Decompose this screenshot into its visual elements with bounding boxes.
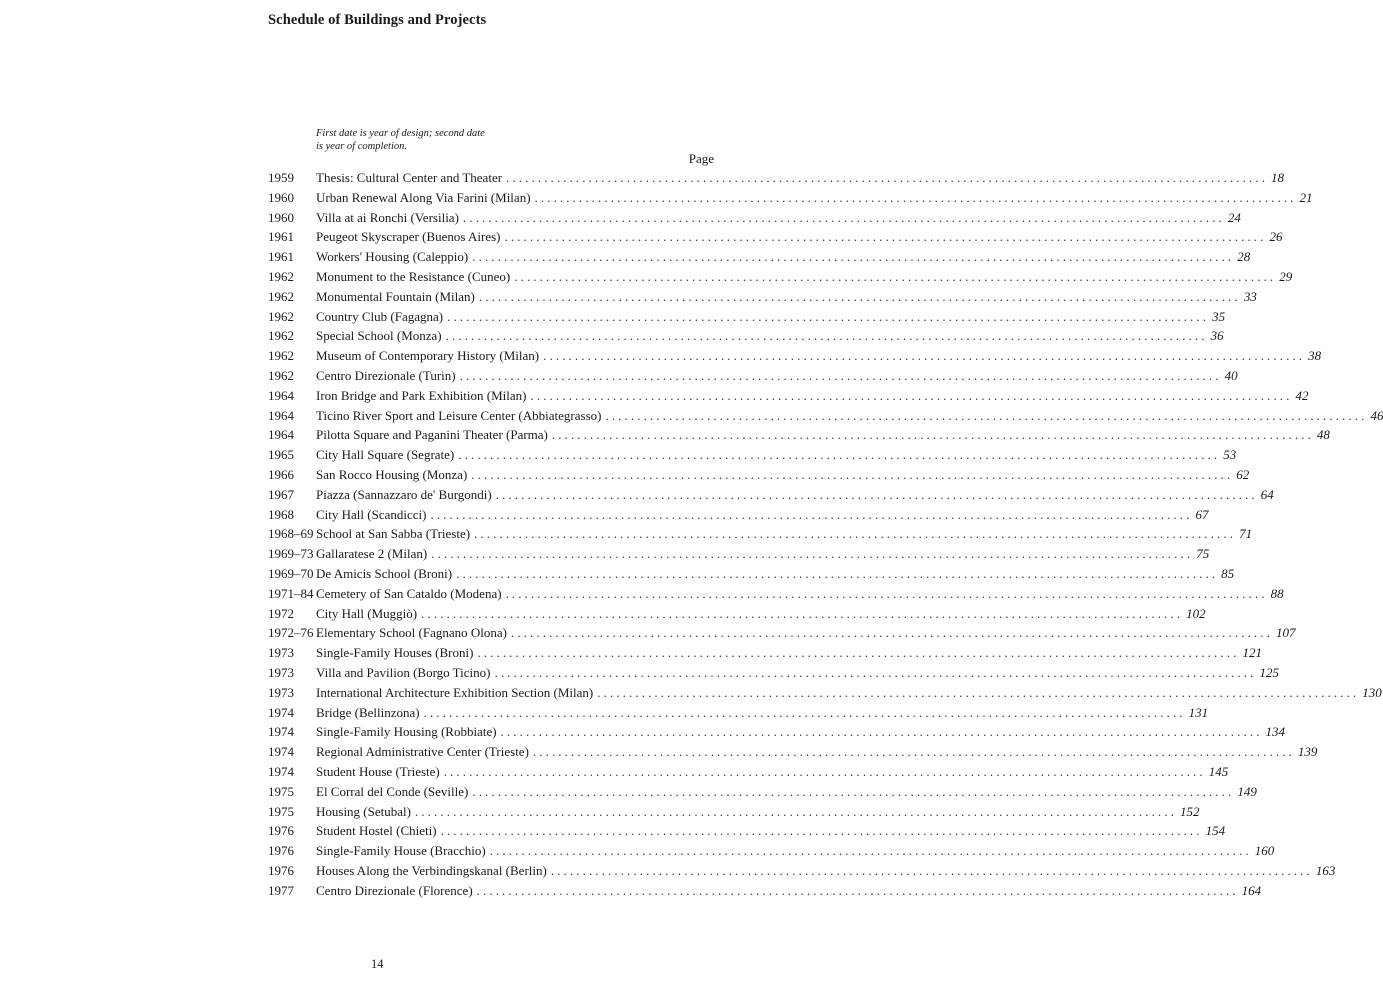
entry-year: 1976 [268,843,294,859]
entry-year: 1974 [268,724,294,740]
dot-leader: ........................................................................................................................ [476,882,1239,898]
entry-year: 1976 [268,863,294,878]
entry-line [316,168,1285,188]
entry-year: 1976 [268,823,294,839]
dot-leader: ........................................................................................................................ [534,189,1297,205]
entry-page-number: 145 [1208,764,1229,779]
entry-page-number: 33 [1243,288,1257,304]
schedule-row [0,485,1274,505]
dot-leader: ........................................................................................................................ [459,368,1222,383]
entry-title: International Architecture Exhibition Section (Milan) [316,684,594,700]
entry-year: 1969–73 [268,546,314,562]
entry-page-number: 67 [1195,506,1209,522]
entry-page-number: 75 [1196,546,1210,562]
entry-year: 1962 [268,368,294,383]
entry-title: Workers' Housing (Caleppio) [316,249,469,265]
entry-page-number: 71 [1239,526,1253,542]
dot-leader: ........................................................................................................................ [500,724,1263,740]
date-note-line-1: First date is year of design; second date [316,128,485,139]
dot-leader: ........................................................................................................................ [443,764,1206,779]
schedule-row [0,386,1309,406]
entry-title: City Hall (Scandicci) [316,506,427,522]
dot-leader: ........................................................................................................................ [472,249,1235,265]
schedule-row [0,703,1209,723]
schedule-row [0,227,1283,247]
entry-year: 1977 [268,882,294,898]
date-note [316,128,516,153]
entry-year: 1973 [268,684,294,700]
dot-leader: ........................................................................................................................ [474,526,1237,542]
date-note-line-2: is year of completion. [316,140,407,152]
entry-line [316,663,1279,683]
dot-leader: ........................................................................................................................ [597,684,1360,700]
entry-title: Bridge (Bellinzona) [316,704,420,720]
dot-leader: ........................................................................................................................ [471,467,1234,482]
entry-title: Student House (Trieste) [316,764,440,779]
schedule-row [0,802,1200,822]
entry-page-number: 38 [1308,348,1322,364]
entry-title: Single-Family Housing (Robbiate) [316,724,497,740]
dot-leader: ........................................................................................................................ [543,348,1306,364]
entry-line [316,485,1274,505]
entry-year: 1964 [268,387,294,403]
entry-title: Single-Family House (Bracchio) [316,843,486,859]
schedule-row [0,742,1318,762]
schedule-row [0,861,1336,881]
dot-leader: ........................................................................................................................ [458,447,1221,463]
entry-year: 1959 [268,170,294,185]
entry-page-number: 21 [1299,189,1313,205]
entry-line [316,703,1209,723]
schedule-row [0,247,1251,267]
schedule-row [0,267,1293,287]
entry-page-number: 152 [1179,803,1200,819]
entry-page-number: 125 [1259,665,1279,680]
entry-year: 1972 [268,605,294,621]
entry-year: 1962 [268,269,294,284]
dot-leader: ........................................................................................................................ [510,625,1273,641]
schedule-row [0,465,1250,485]
entry-page-number: 134 [1265,724,1286,740]
dot-leader: ........................................................................................................................ [504,229,1267,245]
entry-title: Iron Bridge and Park Exhibition (Milan) [316,387,527,403]
entry-year: 1974 [268,704,294,720]
entry-title: Peugeot Skyscraper (Buenos Aires) [316,229,501,245]
dot-leader: ........................................................................................................................ [423,704,1186,720]
entry-page-number: 102 [1186,605,1206,621]
dot-leader: ........................................................................................................................ [456,566,1219,581]
entry-year: 1961 [268,249,294,265]
page-header: Schedule of Buildings and Projects [268,12,487,28]
schedule-row [0,683,1382,703]
dot-leader: ........................................................................................................................ [514,269,1277,284]
page-number: 14 [371,957,384,971]
entry-title: Piazza (Sannazzaro de' Burgondi) [316,486,492,502]
entry-line [316,762,1229,782]
entry-line [316,643,1262,663]
entry-title: Regional Administrative Center (Trieste) [316,744,529,760]
entry-line [316,881,1262,901]
dot-leader: ........................................................................................................................ [532,744,1295,760]
entry-page-number: 88 [1270,585,1284,601]
entry-title: Centro Direzionale (Florence) [316,882,473,898]
entry-page-number: 160 [1254,843,1275,859]
schedule-row [0,881,1262,901]
entry-year: 1968–69 [268,526,314,542]
entry-page-number: 48 [1316,427,1330,443]
entry-title: Houses Along the Verbindingskanal (Berlin) [316,863,547,878]
entry-line [316,604,1206,624]
page-column-label: Page [688,151,714,166]
schedule-row [0,326,1224,346]
entry-year: 1965 [268,447,294,463]
entry-line [316,425,1330,445]
entry-line [316,287,1257,307]
entry-line [316,782,1257,802]
entry-year: 1972–76 [268,625,314,641]
dot-leader: ........................................................................................................................ [605,407,1368,423]
entry-line [316,564,1235,584]
entry-page-number: 40 [1224,368,1238,383]
entry-page-number: 64 [1260,486,1274,502]
entry-line [316,267,1293,287]
entry-year: 1974 [268,744,294,760]
entry-line [316,683,1382,703]
dot-leader: ........................................................................................................................ [440,823,1203,839]
entry-page-number: 42 [1295,387,1309,403]
schedule-row [0,782,1257,802]
entry-page-number: 29 [1279,269,1293,284]
entry-title: City Hall Square (Segrate) [316,447,455,463]
entry-page-number: 26 [1269,229,1283,245]
entry-page-number: 85 [1221,566,1235,581]
entry-page-number: 163 [1315,863,1336,878]
entry-line [316,505,1209,525]
entry-line [316,623,1296,643]
entry-line [316,386,1309,406]
schedule-row [0,623,1296,643]
entry-title: Pilotta Square and Paganini Theater (Parma) [316,427,548,443]
entry-year: 1968 [268,506,294,522]
entry-title: De Amicis School (Broni) [316,566,453,581]
entry-page-number: 107 [1275,625,1296,641]
entry-line [316,584,1284,604]
schedule-row [0,564,1235,584]
entry-line [316,326,1224,346]
dot-leader: ........................................................................................................................ [489,843,1252,859]
entry-page-number: 35 [1212,308,1226,324]
entry-year: 1960 [268,189,294,205]
entry-title: City Hall (Muggiò) [316,605,418,621]
entry-year: 1962 [268,348,294,364]
entry-line [316,247,1251,267]
schedule-row [0,821,1226,841]
entry-title: Single-Family Houses (Broni) [316,645,474,661]
entry-page-number: 62 [1236,467,1250,482]
entry-line [316,524,1253,544]
entry-title: Museum of Contemporary History (Milan) [316,348,540,364]
entry-page-number: 139 [1297,744,1318,760]
entry-line [316,821,1226,841]
entry-page-number: 131 [1188,704,1209,720]
entry-line [316,465,1250,485]
schedule-row [0,663,1279,683]
entry-page-number: 36 [1210,328,1224,344]
entry-year: 1964 [268,407,294,423]
entry-title: Elementary School (Fagnano Olona) [316,625,507,641]
dot-leader: ........................................................................................................................ [445,328,1208,344]
entry-year: 1975 [268,783,294,799]
entry-line [316,208,1241,228]
dot-leader: ........................................................................................................................ [472,783,1235,799]
schedule-row [0,643,1262,663]
schedule-row [0,722,1286,742]
entry-title: San Rocco Housing (Monza) [316,467,468,482]
schedule-row [0,425,1330,445]
entry-title: Student Hostel (Chieti) [316,823,437,839]
entry-title: Villa at ai Ronchi (Versilia) [316,209,459,225]
entry-page-number: 18 [1271,170,1285,185]
entry-page-number: 24 [1227,209,1241,225]
entry-page-number: 53 [1223,447,1237,463]
dot-leader: ........................................................................................................................ [478,288,1241,304]
schedule-row [0,366,1238,386]
entry-title: Housing (Setubal) [316,803,411,819]
dot-leader: ........................................................................................................................ [494,665,1257,680]
entry-page-number: 28 [1237,249,1251,265]
entry-line [316,227,1283,247]
dot-leader: ........................................................................................................................ [414,803,1177,819]
dot-leader: ........................................................................................................................ [551,427,1314,443]
schedule-row [0,841,1275,861]
entry-line [316,307,1226,327]
entry-title: Monument to the Resistance (Cuneo) [316,269,511,284]
schedule-row [0,307,1226,327]
entry-page-number: 149 [1237,783,1257,799]
entry-line [316,742,1318,762]
schedule-row [0,346,1322,366]
entry-title: Urban Renewal Along Via Farini (Milan) [316,189,531,205]
dot-leader: ........................................................................................................................ [550,863,1313,878]
entry-line [316,366,1238,386]
entry-year: 1967 [268,486,294,502]
entry-page-number: 164 [1241,882,1262,898]
entry-line [316,722,1286,742]
entry-title: Cemetery of San Cataldo (Modena) [316,585,502,601]
entry-line [316,802,1200,822]
entry-title: Country Club (Fagagna) [316,308,444,324]
dot-leader: ........................................................................................................................ [530,387,1293,403]
schedule-row [0,208,1241,228]
schedule-row [0,584,1284,604]
entry-year: 1971–84 [268,585,314,601]
entry-page-number: 46 [1370,407,1383,423]
entry-page-number: 121 [1242,645,1262,661]
entry-line [316,841,1275,861]
dot-leader: ........................................................................................................................ [505,585,1268,601]
entry-title: Gallaratese 2 (Milan) [316,546,428,562]
entry-year: 1974 [268,764,294,779]
schedule-row [0,445,1237,465]
schedule-row [0,287,1257,307]
schedule-row [0,406,1383,426]
entry-year: 1973 [268,665,294,680]
entry-year: 1966 [268,467,294,482]
entry-year: 1962 [268,288,294,304]
schedule-row [0,524,1253,544]
entry-page-number: 130 [1362,684,1382,700]
entry-title: Thesis: Cultural Center and Theater [316,170,503,185]
schedule-row [0,604,1206,624]
entry-title: Villa and Pavilion (Borgo Ticino) [316,665,491,680]
entry-line [316,188,1313,208]
schedule-row [0,168,1285,188]
entry-line [316,445,1237,465]
schedule-row [0,544,1210,564]
entry-year: 1973 [268,645,294,661]
entry-year: 1961 [268,229,294,245]
entry-line [316,861,1336,881]
schedule-row [0,505,1209,525]
entry-line [316,406,1383,426]
entry-year: 1962 [268,328,294,344]
entry-line [316,346,1322,366]
dot-leader: ........................................................................................................................ [506,170,1269,185]
entry-title: School at San Sabba (Trieste) [316,526,471,542]
schedule-row [0,188,1313,208]
dot-leader: ........................................................................................................................ [430,506,1193,522]
entry-year: 1960 [268,209,294,225]
entry-year: 1969–70 [268,566,314,581]
dot-leader: ........................................................................................................................ [495,486,1258,502]
entry-title: Monumental Fountain (Milan) [316,288,475,304]
dot-leader: ........................................................................................................................ [431,546,1194,562]
dot-leader: ........................................................................................................................ [462,209,1225,225]
entry-line [316,544,1210,564]
entry-title: Ticino River Sport and Leisure Center (Abbiategrasso) [316,407,602,423]
entry-year: 1964 [268,427,294,443]
dot-leader: ........................................................................................................................ [477,645,1240,661]
entry-title: El Corral del Conde (Seville) [316,783,469,799]
entry-title: Special School (Monza) [316,328,442,344]
entry-title: Centro Direzionale (Turin) [316,368,456,383]
dot-leader: ........................................................................................................................ [447,308,1210,324]
entry-year: 1975 [268,803,294,819]
schedule-row [0,762,1229,782]
entry-page-number: 154 [1205,823,1226,839]
entry-year: 1962 [268,308,294,324]
dot-leader: ........................................................................................................................ [421,605,1184,621]
